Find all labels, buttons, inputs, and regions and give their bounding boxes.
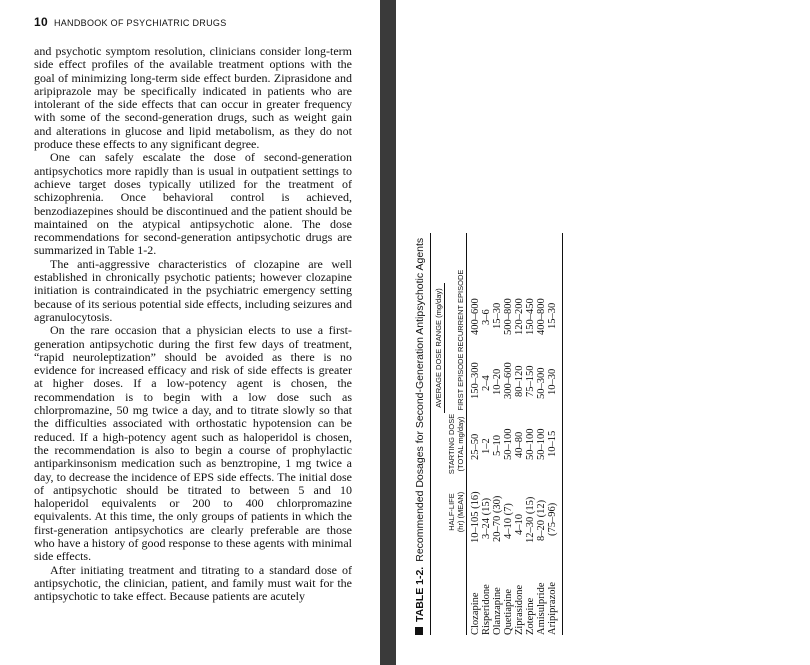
header-first-episode: FIRST EPISODE <box>456 353 465 411</box>
table-header-rule <box>466 233 467 635</box>
page-number: 10 <box>34 15 48 29</box>
cell-drug: Clozapine <box>470 592 481 635</box>
cell-start: 1–2 <box>481 438 492 454</box>
cell-drug: Quetiapine <box>503 588 514 635</box>
cell-start: 50–100 <box>503 428 514 460</box>
cell-half-life: 4–10 (7) <box>503 503 514 539</box>
paragraph: On the rare occasion that a physician elects to use a first-generation antipsychotic during the first few days of treatment, “rapid neuroleptization” should be avoided as there is no evidence for increased efficacy and risk of side effects is greater at higher doses. If a low-potency agent is chosen, the recommendation is to begin with a low dose such as chlorpromazine, 50 mg twice a day, and to titrate slowly so that the difficulties associated with orthostatic hypotension can be reduced. If a high-potency agent such as haloperidol is chosen, the recommendation is also to begin a course of prophylactic antiparkinsonism medication such as benztropine, 1 mg twice a day, to decrease the incidence of EPS side effects. The initial dose of antipsychotic should be titrated to between 5 and 10 haloperidol equivalents or 200 to 400 chlorpromazine equivalents. At this time, the only groups of patients in which the first-generation antipsychotics are clearly preferable are those who have a history of good response to these agents with minimal side effects. <box>34 323 352 564</box>
table-bottom-rule <box>562 233 563 635</box>
header-group-rule <box>444 283 445 413</box>
body-text <box>34 45 352 603</box>
table-number: TABLE 1-2. <box>414 566 426 622</box>
cell-start: 40–80 <box>514 431 525 458</box>
cell-start: 25–50 <box>470 433 481 460</box>
header-starting-line2: (TOTAL mg/day) <box>456 416 465 472</box>
cell-first: 2–4 <box>481 375 492 391</box>
running-title: HANDBOOK OF PSYCHIATRIC DRUGS <box>53 18 227 28</box>
cell-first: 10–20 <box>492 368 503 395</box>
paragraph: and psychotic symptom resolution, clinicians consider long-term side effect profiles of the available treatment options with the goal of minimizing long-term side effect burden. Ziprasidone and aripiprazole may be specifically indicated in patients who are intolerant of the side effects that can occur in greater frequency with some of the second-generation drugs, such as weight gain and alterations in glucose and lipid metabolism, as they do not produce these effects to any significant degree. <box>34 44 352 152</box>
cell-recurrent: 15–30 <box>492 302 503 329</box>
cell-recurrent: 150–450 <box>525 298 536 335</box>
cell-first: 80–120 <box>514 365 525 397</box>
right-page <box>396 0 810 665</box>
cell-start: 5–10 <box>492 435 503 456</box>
cell-first: 300–600 <box>503 362 514 399</box>
cell-recurrent: 400–800 <box>536 298 547 335</box>
table-top-rule <box>430 233 431 635</box>
cell-first: 50–300 <box>536 367 547 399</box>
header-avg-dose-range: AVERAGE DOSE RANGE (mg/day) <box>434 288 443 408</box>
cell-drug: Amisulpride <box>536 582 547 635</box>
header-recurrent-episode: RECURRENT EPISODE <box>456 269 465 352</box>
cell-start: 50–100 <box>536 428 547 460</box>
cell-recurrent: 400–600 <box>470 298 481 335</box>
cell-recurrent: 500–800 <box>503 298 514 335</box>
cell-first: 10–30 <box>547 368 558 395</box>
cell-drug: Olanzapine <box>492 587 503 635</box>
header-half-life <box>447 477 465 547</box>
cell-first: 75–150 <box>525 365 536 397</box>
header-starting-dose <box>447 408 465 480</box>
cell-drug: Ziprasidone <box>514 584 525 635</box>
cell-half-life: 20–70 (30) <box>492 495 503 542</box>
left-page <box>0 0 380 665</box>
running-header <box>34 15 227 29</box>
cell-half-life: (75–96) <box>547 502 558 536</box>
cell-half-life: 12–30 (15) <box>525 496 536 543</box>
cell-half-life: 4–10 <box>514 514 525 535</box>
cell-start: 10–15 <box>547 430 558 457</box>
table-title-text: Recommended Dosages for Second-Generation Antipsychotic Agents <box>414 237 426 562</box>
paragraph: The anti-aggressive characteristics of clozapine are well established in chronically psychotic patients; however clozapine initiation is contraindicated in the psychiatric emergency setting because of its serious potential side effects, including seizures and agranulocytosis. <box>34 256 352 324</box>
cell-drug: Zotepine <box>525 597 536 635</box>
rotated-table-block <box>408 230 738 635</box>
header-starting-line1: STARTING DOSE <box>447 413 456 475</box>
cell-start: 50–100 <box>525 428 536 460</box>
cell-first: 150–300 <box>470 362 481 399</box>
cell-half-life: 10–105 (16) <box>470 491 481 543</box>
paragraph: One can safely escalate the dose of second-generation antipsychotics more rapidly than is usual in outpatient settings to achieve target doses typically utilized for the treatment of schizophrenia. Once behavioral control is achieved, benzodiazepines should be discontinued and the patient should be maintained on the atypical antipsychotic alone. The dose recommendations for second-generation antipsychotic drugs are summarized in Table 1-2. <box>34 150 352 258</box>
cell-recurrent: 15–30 <box>547 302 558 329</box>
paragraph: After initiating treatment and titrating to a standard dose of antipsychotic, the clinician, patient, and family must wait for the antipsychotic to take effect. Because patients are acutely <box>34 562 352 604</box>
title-square-icon <box>415 627 423 635</box>
header-half-life-line1: HALF-LIFE <box>447 493 456 531</box>
cell-half-life: 3–24 (15) <box>481 497 492 539</box>
cell-half-life: 8–20 (12) <box>536 499 547 541</box>
cell-drug: Aripiprazole <box>547 581 558 635</box>
cell-recurrent: 120–200 <box>514 298 525 335</box>
page-binding-gutter <box>380 0 396 665</box>
cell-recurrent: 3–6 <box>481 309 492 325</box>
header-half-life-line2: (hr) (MEAN) <box>456 491 465 533</box>
table-title <box>414 238 426 635</box>
cell-drug: Risperidone <box>481 584 492 635</box>
